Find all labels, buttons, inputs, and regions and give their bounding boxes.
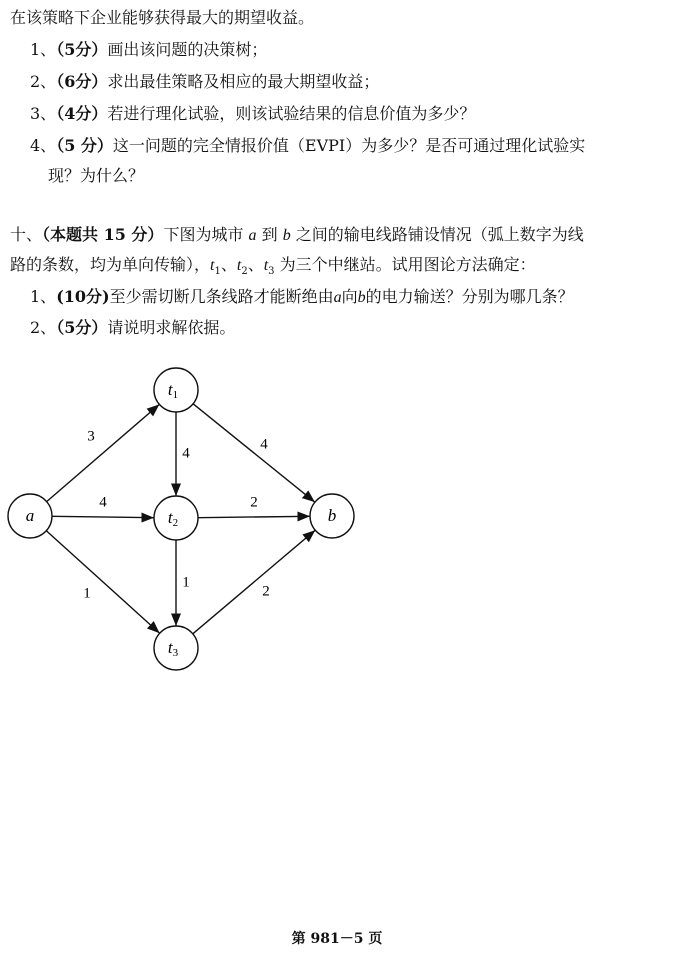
sub-3: 3 — [268, 266, 275, 278]
item-score: （6分） — [56, 72, 108, 91]
page-footer: 第 981－5 页 — [291, 931, 383, 947]
node-subscript-t2: 2 — [172, 516, 179, 529]
item-number: 2、 — [30, 72, 57, 91]
item-text: 请说明求解依据。 — [107, 318, 236, 337]
edge-t3-b — [193, 530, 315, 634]
q9-item-4-continued — [48, 166, 144, 186]
question-number: 十、 — [10, 225, 43, 244]
separator: 、 — [220, 255, 237, 274]
edge-a-t3 — [46, 531, 159, 633]
item-number: 1、 — [30, 40, 57, 59]
q9-item-3 — [30, 104, 475, 124]
item-score: (10分) — [56, 287, 110, 306]
q10-item-1 — [30, 287, 574, 308]
question-score: （本题共 15 分） — [42, 225, 164, 244]
intro-text: 在该策略下企业能够获得最大的期望收益。 — [10, 8, 315, 27]
node-label-t1: $t_1$ — [167, 379, 179, 401]
edge-weight-t1-t2: 4 — [182, 445, 190, 462]
node-label-t3: $t_3$ — [167, 637, 179, 659]
var-t1: t — [210, 257, 215, 274]
node-label-a: a — [25, 505, 35, 525]
item-text: 现？为什么？ — [48, 166, 145, 185]
separator: 、 — [247, 255, 264, 274]
q9-item-4 — [30, 136, 585, 156]
edge-weight-t3-b: 2 — [262, 583, 270, 600]
edge-a-t1 — [47, 404, 160, 501]
var-b: b — [282, 227, 291, 244]
item-score: （5分） — [56, 40, 108, 59]
edge-weight-a-t2: 4 — [99, 494, 107, 511]
edge-weight-t1-b: 4 — [260, 436, 268, 453]
q10-item-2 — [30, 318, 235, 338]
item-score: （4分） — [56, 104, 108, 123]
var-t2: t — [236, 257, 242, 274]
item-number: 1、 — [30, 287, 57, 306]
node-subscript-t1: 1 — [172, 388, 179, 401]
item-text: 这一问题的完全情报价值（EVPI）为多少？是否可通过理化试验实 — [112, 136, 586, 155]
text: 向 — [341, 287, 358, 306]
text: 路的条数，均为单向传输）， — [10, 255, 211, 274]
item-score: （5分） — [56, 318, 108, 337]
text: 到 — [256, 225, 283, 244]
edge-weight-t2-b: 2 — [250, 494, 258, 511]
var-t3: t — [263, 257, 269, 274]
text: 至少需切断几条线路才能断绝由 — [109, 287, 334, 306]
edge-weight-t2-t3: 1 — [182, 574, 190, 591]
item-text: 画出该问题的决策树； — [107, 40, 268, 59]
edge-weight-a-t1: 3 — [87, 428, 95, 445]
sub-1: 1 — [214, 266, 221, 278]
var-b: b — [357, 289, 366, 306]
q9-item-1 — [30, 40, 267, 60]
q9-item-2 — [30, 72, 379, 92]
sub-2: 2 — [241, 266, 248, 278]
node-label-t2: $t_2$ — [167, 507, 179, 529]
text: 为三个中继站。试用图论方法确定： — [274, 255, 536, 274]
intro-line — [10, 8, 314, 28]
text: 下图为城市 — [163, 225, 249, 244]
text: 之间的输电线路铺设情况（弧上数字为线 — [290, 225, 584, 244]
item-text: 若进行理化试验，则该试验结果的信息价值为多少？ — [107, 104, 476, 123]
edge-weight-a-t3: 1 — [83, 585, 91, 602]
item-text: 求出最佳策略及相应的最大期望收益； — [107, 72, 380, 91]
network-graph — [0, 350, 674, 680]
var-a: a — [248, 227, 257, 244]
item-score: （5 分） — [56, 136, 113, 155]
edge-t1-b — [193, 404, 315, 502]
item-number: 2、 — [30, 318, 57, 337]
q10-header — [10, 225, 584, 246]
text: 的电力输送？分别为哪几条？ — [365, 287, 574, 306]
edge-t2-b — [198, 516, 310, 517]
q10-line-2 — [10, 255, 536, 282]
item-number: 3、 — [30, 104, 57, 123]
item-number: 4、 — [30, 136, 57, 155]
node-label-b: b — [327, 505, 337, 525]
edge-a-t2 — [52, 516, 154, 517]
node-subscript-t3: 3 — [172, 646, 179, 659]
var-a: a — [333, 289, 342, 306]
